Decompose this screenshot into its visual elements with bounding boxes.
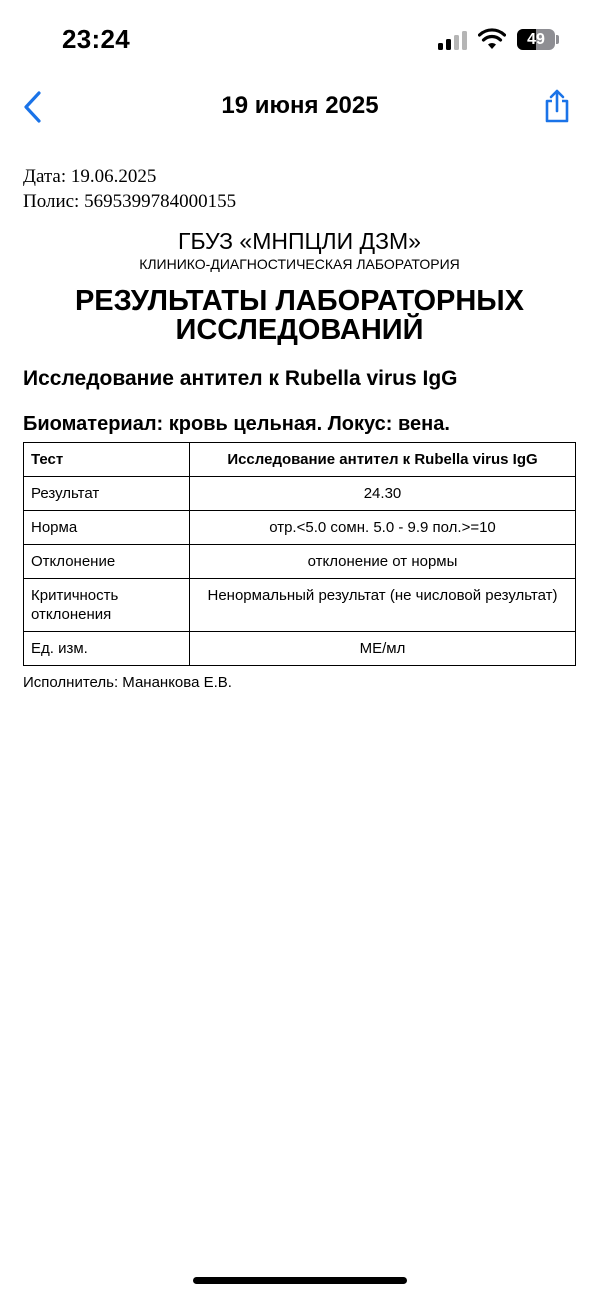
test-name: Исследование антител к Rubella virus IgG bbox=[23, 367, 458, 390]
executor: Исполнитель: Мананкова Е.В. bbox=[23, 674, 232, 691]
table-header-row bbox=[24, 443, 576, 477]
table-row bbox=[24, 579, 576, 632]
report-title-line-2: ИССЛЕДОВАНИЙ bbox=[175, 314, 424, 346]
lab-report-document bbox=[23, 164, 576, 691]
navigation-bar bbox=[0, 80, 600, 136]
table-row bbox=[24, 477, 576, 511]
row-value: отклонение от нормы bbox=[190, 545, 576, 579]
organization-subtitle: КЛИНИКО-ДИАГНОСТИЧЕСКАЯ ЛАБОРАТОРИЯ bbox=[139, 256, 460, 272]
row-value: отр.<5.0 сомн. 5.0 - 9.9 пол.>=10 bbox=[190, 511, 576, 545]
table-header-cell: Исследование антител к Rubella virus IgG bbox=[190, 443, 576, 477]
cellular-signal-icon bbox=[438, 30, 468, 50]
table-row bbox=[24, 632, 576, 666]
status-bar bbox=[0, 0, 600, 80]
row-label: Отклонение bbox=[24, 545, 190, 579]
table-header-cell: Тест bbox=[24, 443, 190, 477]
wifi-icon bbox=[478, 28, 506, 50]
row-value: Ненормальный результат (не числовой результат) bbox=[190, 579, 576, 632]
organization-name: ГБУЗ «МНПЦЛИ ДЗМ» bbox=[178, 228, 421, 254]
report-date: Дата: 19.06.2025 bbox=[23, 166, 157, 187]
table-row bbox=[24, 511, 576, 545]
row-label: Результат bbox=[24, 477, 190, 511]
battery-tip bbox=[556, 35, 559, 44]
policy-number: Полис: 5695399784000155 bbox=[23, 191, 237, 212]
biomaterial: Биоматериал: кровь цельная. Локус: вена. bbox=[23, 413, 450, 435]
row-value: МЕ/мл bbox=[190, 632, 576, 666]
status-time: 23:24 bbox=[62, 24, 130, 54]
row-label: Критичность отклонения bbox=[24, 579, 190, 632]
row-value: 24.30 bbox=[190, 477, 576, 511]
report-title-line-1: РЕЗУЛЬТАТЫ ЛАБОРАТОРНЫХ bbox=[74, 285, 525, 317]
report-title bbox=[23, 287, 576, 345]
results-table bbox=[23, 442, 576, 666]
battery-icon bbox=[517, 29, 555, 50]
page-title: 19 июня 2025 bbox=[221, 92, 379, 119]
home-indicator[interactable] bbox=[193, 1277, 407, 1284]
table-row bbox=[24, 545, 576, 579]
row-label: Норма bbox=[24, 511, 190, 545]
share-icon[interactable] bbox=[541, 88, 573, 124]
row-label: Ед. изм. bbox=[24, 632, 190, 666]
battery-percent: 49 bbox=[527, 31, 545, 48]
